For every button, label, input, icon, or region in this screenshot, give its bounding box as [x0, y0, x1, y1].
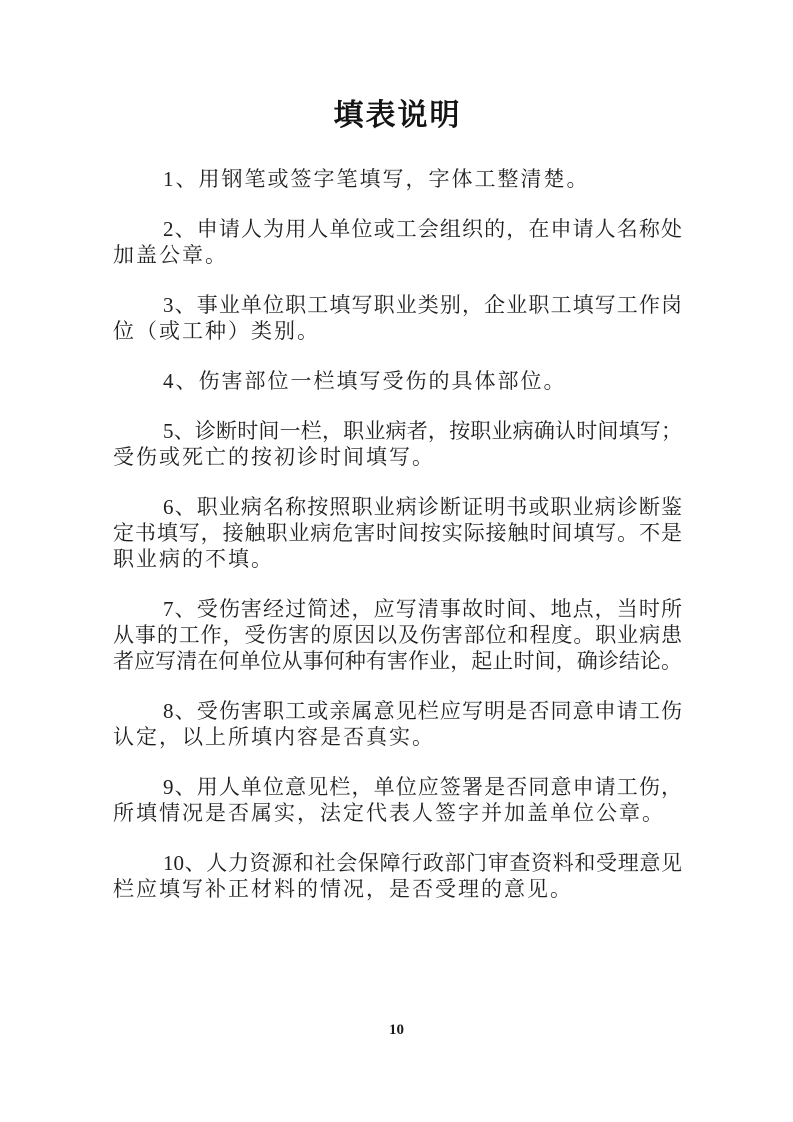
text-line: 者应写清在何单位从事何种有害作业，起止时间，确诊结论。	[113, 649, 682, 673]
instruction-paragraph	[113, 774, 682, 826]
text-line: 6、职业病名称按照职业病诊断证明书或职业病诊断鉴	[163, 495, 682, 519]
text-line: 2、申请人为用人单位或工会组织的，在申请人名称处	[163, 217, 682, 241]
text-line: 10、人力资源和社会保障行政部门审查资料和受理意见	[163, 851, 682, 875]
text-line: 5、诊断时间一栏，职业病者，按职业病确认时间填写；	[163, 419, 682, 443]
text-line: 3、事业单位职工填写职业类别，企业职工填写工作岗	[163, 293, 682, 317]
instruction-paragraph	[113, 368, 682, 394]
text-line: 从事的工作，受伤害的原因以及伤害部位和程度。职业病患	[113, 623, 682, 647]
text-line: 4、伤害部位一栏填写受伤的具体部位。	[163, 369, 567, 393]
text-line: 栏应填写补正材料的情况，是否受理的意见。	[113, 877, 573, 901]
instruction-paragraph	[113, 216, 682, 268]
instruction-paragraph	[113, 166, 682, 192]
text-line: 所填情况是否属实，法定代表人签字并加盖单位公章。	[113, 801, 665, 825]
instruction-list	[113, 166, 682, 902]
text-line: 7、受伤害经过简述，应写清事故时间、地点，当时所	[163, 597, 682, 621]
page-number: 10	[389, 1022, 404, 1038]
text-line: 9、用人单位意见栏，单位应签署是否同意申请工伤，	[163, 775, 682, 799]
instruction-paragraph	[113, 418, 682, 470]
text-line: 认定，以上所填内容是否真实。	[113, 725, 435, 749]
text-line: 定书填写，接触职业病危害时间按实际接触时间填写。不是	[113, 521, 682, 545]
instruction-paragraph	[113, 596, 682, 674]
page-title: 填表说明	[333, 99, 462, 132]
instruction-paragraph	[113, 292, 682, 344]
text-line: 职业病的不填。	[113, 547, 274, 571]
text-line: 位（或工种）类别。	[113, 319, 320, 343]
document-content	[113, 96, 682, 902]
instruction-paragraph	[113, 494, 682, 572]
text-line: 8、受伤害职工或亲属意见栏应写明是否同意申请工伤	[163, 699, 682, 723]
text-line: 1、用钢笔或签字笔填写，字体工整清楚。	[163, 167, 590, 191]
text-line: 受伤或死亡的按初诊时间填写。	[113, 445, 435, 469]
instruction-paragraph	[113, 850, 682, 902]
text-line: 加盖公章。	[113, 243, 228, 267]
instruction-paragraph	[113, 698, 682, 750]
